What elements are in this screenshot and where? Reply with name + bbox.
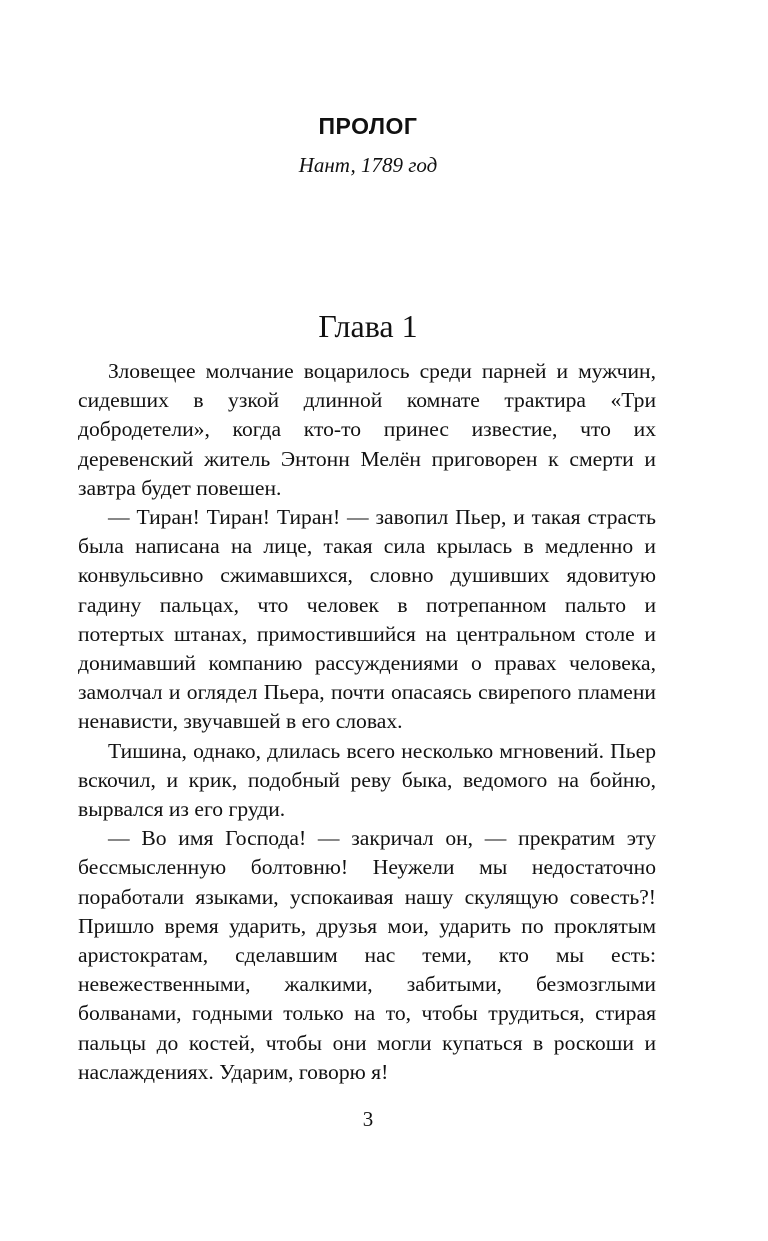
paragraph-4: — Во имя Господа! — закричал он, — прекратим эту бессмысленную болтовню! Неужели мы недостаточно поработали языками, успокаивая нашу скулящую совесть?! Пришло время ударить, друзья мои, ударить по проклятым аристократам, сделавшим нас теми, кто мы есть: невежественными, жалкими, забитыми, безмозглыми болванами, годными только на то, чтобы трудиться, стирая пальцы до костей, чтобы они могли купаться в роскоши и наслаждениях. Ударим, говорю я! <box>78 826 656 1084</box>
chapter-heading: Глава 1 <box>318 308 418 344</box>
paragraph-2: — Тиран! Тиран! Тиран! — завопил Пьер, и такая страсть была написана на лице, такая сила крылась в медленно и конвульсивно сжимавшихся, словно душивших ядовитую гадину пальцах, что человек в потрепанном пальто и потертых штанах, примостившийся на центральном столе и донимавший компанию рассуждениями о правах человека, замолчал и оглядел Пьера, почти опасаясь свирепого пламени ненависти, звучавшей в его словах. <box>78 505 656 734</box>
page-number: 3 <box>362 1107 374 1131</box>
paragraph-1: Зловещее молчание воцарилось среди парней и мужчин, сидевших в узкой длинной комнате трактира «Три добродетели», когда кто-то принес известие, что их деревенский житель Энтонн Мелён приговорен к смерти и завтра будет повешен. <box>78 359 656 500</box>
paragraph-3: Тишина, однако, длилась всего несколько мгновений. Пьер вскочил, и крик, подобный реву быка, ведомого на бойню, вырвался из его груди. <box>78 738 656 822</box>
chapter-body <box>78 357 656 1087</box>
prologue-heading: ПРОЛОГ <box>318 113 418 139</box>
prologue-place-date: Нант, 1789 год <box>298 153 438 177</box>
